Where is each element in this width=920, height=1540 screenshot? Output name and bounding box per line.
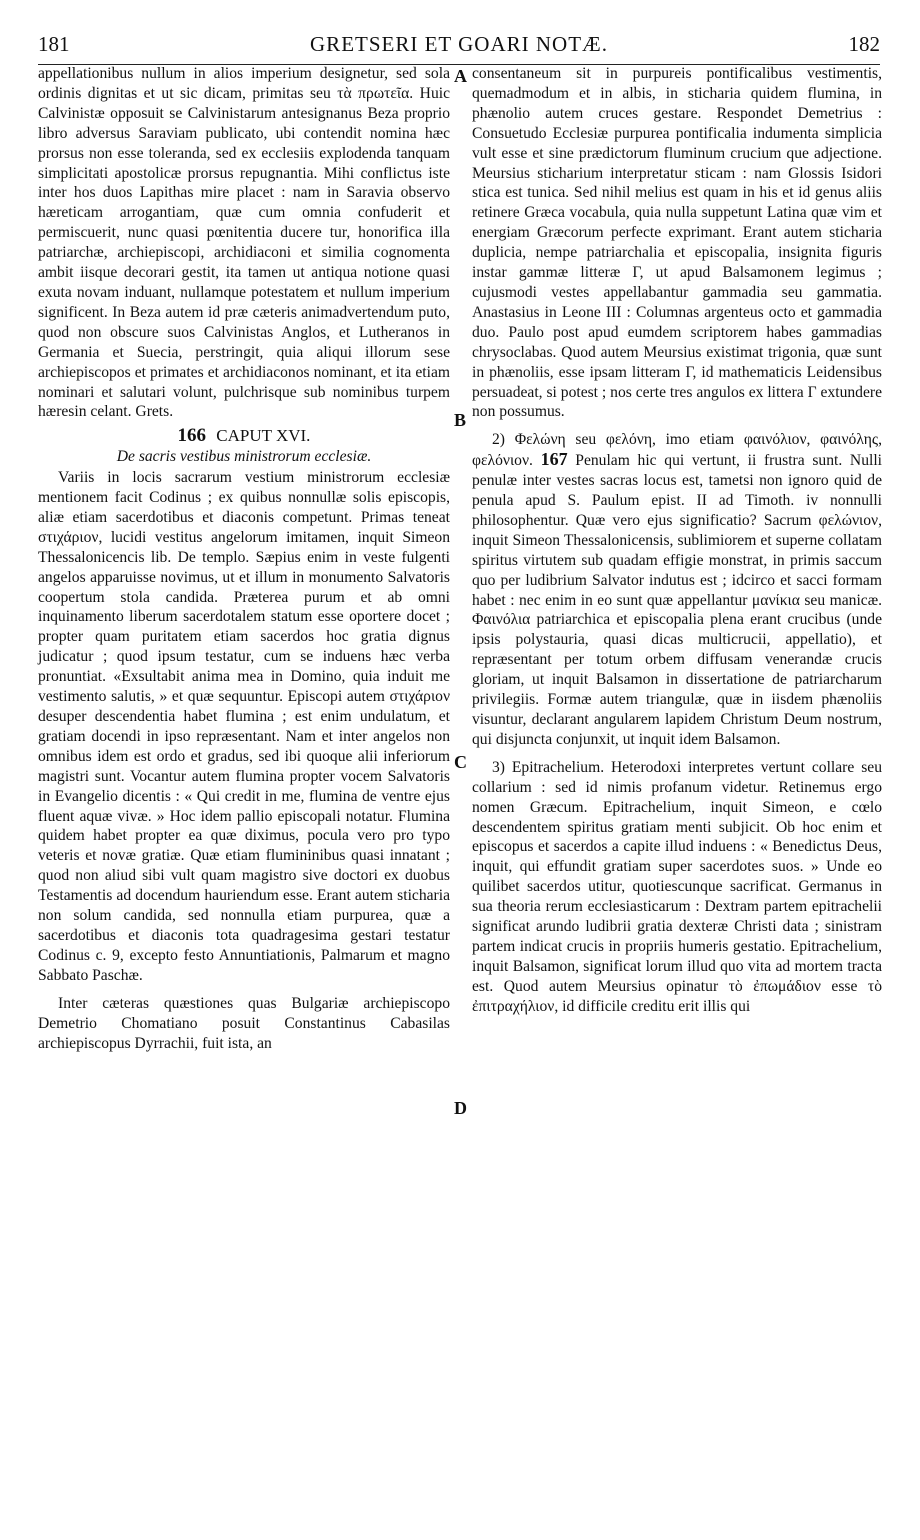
right-page-number: 182 <box>848 32 880 56</box>
margin-marker-c: C <box>454 752 467 772</box>
page-header <box>38 30 880 65</box>
margin-marker-d: D <box>454 1098 467 1118</box>
right-paragraph-3: 3) Epitrachelium. Heterodoxi interpretes vertunt collare seu collarium : sed id nimis profanum videtur. Retinemus ergo nomen Græcum. Epitrachelium, inquit Simeon, e cœlo descendentem spiritus gratiam menti subjicit. Ob hoc enim et episcopus et sacerdos a capite illud induens : « Benedictus Deus, inquit, qui effundit gratiam super sacerdotes suos. » Unde eo quilibet sacerdos utitur, quotiescunque sacrificat. Germanus in sua theoria rerum ecclesiasticarum : Dextram partem epitrachelii significat arundo ludibrii gratia dexteræ Christi data ; sinistram partem indicat crucis in propriis humeris gestatio. Epitrachelium, inquit Balsamon, significat lorum illud quo vita ad mortem tracta est. Quod autem Meursius opinatur τὸ ἐπωμάδιον esse τὸ ἐπιτραχήλιον, id difficile creditu erit illis qui <box>472 758 882 1015</box>
left-page-number: 181 <box>38 32 70 56</box>
chapter-heading <box>38 426 450 446</box>
note-2-lemma: 2) Φελώνη seu φελόνη, imo etiam φαινόλιον, φαινόλης, φελόνιον. <box>472 431 882 470</box>
chapter-title: CAPUT XVI. <box>216 426 311 446</box>
left-column <box>38 64 450 1053</box>
right-column <box>472 64 882 1017</box>
column-number-167: 167 <box>540 449 568 470</box>
note-2-text: Penulam hic qui vertunt, ii frustra sunt. Nulli penulæ inter vestes sacras locus est, tametsi non ignoro quid de penula apud S. Paulum epist. II ad Timoth. iv nonnulli philosophentur. Quæ vero ejus significatio? Sacrum φελώνιον, inquit Simeon Thessalonicensis, sublimiorem et superne collatam spiritus virtutem sub quadam effigie monstrat, in primis saccum quo per ludibrium Salvator indutus est ; idcirco et sacci formam habet : nec enim in eo sunt quæ appellantur μανίκια seu manicæ. Φαινόλια patriarchica et episcopalia plena erant crucibus (unde ipsis polystauria, quasi dicas multicrucii, appellatio), et repræsentant per totum orbem diffusam venerandæ crucis gloriam, ut inquit Balsamon in dissertatione de patriarcharum privilegiis. Formæ autem triangulæ, quæ in iisdem phænoliis visuntur, declarant angularem lapidem Christum Deum nostrum, qui disjuncta conjunxit, ut inquit idem Balsamon. <box>472 452 882 748</box>
left-paragraph-2: Variis in locis sacrarum vestium ministrorum ecclesiæ mentionem facit Codinus ; ex quibus nonnullæ solis episcopis, aliæ etiam sacerdotibus et diaconis competunt. Primas teneat στιχάριον, lucidi vestitus angelorum imitamen, inquit Simeon Thessalonicencis lib. De templo. Sæpius enim in veste fulgenti angelos apparuisse novimus, ut et illum in monumento Salvatoris coopertum stola candida. Præterea purum et ab omni inquinamento liberum sacerdotalem statum esse oportere docet ; propter quam puritatem etiam sacerdos hoc gratia dignus judicatur ; quod ipsum testatur, cum se induens hæc verba pronuntiat. «Exsultabit anima mea in Domino, quia induit me vestimento salutis, » et quæ sequuntur. Episcopi autem στιχάριον desuper descendentia habet flumina ; est enim undulatum, et gratiam docendi in ipso repræsentant. Nam et inter angelos non omnibus idem est ordo et gradus, sed ibi quoque alii inferiorum magistri sunt. Vocantur autem flumina propter vocem Salvatoris in Evangelio dicentis : « Qui credit in me, flumina de ventre ejus fluent aquæ vivæ. » Hoc idem pallio episcopali notatur. Flumina quidem habet propter ea quæ diximus, pocula vero pro typo veteris et novæ gratiæ. Quæ etiam flumininibus quasi innatant ; quod non aliud sibi vult quam magistro sive doctori ex duobus Testamentis ad docendum hauriendum esse. Erant autem sticharia non solum candida, sed nonnulla etiam purpurea, quæ a sacerdotibus et diaconis tota quadragesima gestari testatur Codinus c. 9, excepto festo Annuntiationis, Palmarum et magno Sabbato Paschæ. <box>38 469 450 984</box>
column-number-166: 166 <box>177 425 207 447</box>
chapter-subtitle: De sacris vestibus ministrorum ecclesiæ. <box>116 448 372 466</box>
margin-marker-b: B <box>454 410 467 430</box>
right-paragraph-1: consentaneum sit in purpureis pontificalibus vestimentis, quemadmodum et in albis, in sticharia quidem flumina, in phænolio autem cruces gestare. Respondet Demetrius : Consuetudo Ecclesiæ purpurea pontificalia indumenta simplicia vult esse et sine prædictorum fluminum crucium que adjectione. Meursius sticharium interpretatur sticam : nam Glossis Isidori stica est tunica. Sed nihil melius est quam in his et id genus aliis retinere Græca vocabula, quia nulla suppetunt Latina quæ vim et energiam Græcorum perfecte exprimant. Erant autem sticharia duplicia, nempe patriarchalia et episcopalia, insignita figuris instar gammæ litteræ Γ, ut apud Balsamonem legimus ; cujusmodi vestes appellabantur gammadia seu gammatia. Anastasius in Leone III : Columnas argenteus octo et gammadia duo. Paulo post apud eumdem scriptorem habes gammadias chrysoclabas. Quod autem Meursius existimat trigonia, quæ sunt in phænoliis, esse ipsam litteram Γ, id mathematicis Leidensibus persuadeat, si potest ; nos certe tres angulos ex littera Γ extundere non possumus. <box>472 65 882 421</box>
left-paragraph-1: appellationibus nullum in alios imperium designetur, sed sola ordinis dignitas et ut sic dicam, primitas seu τὰ πρωτεῖα. Huic Calvinistæ opposuit se Calvinistarum antesignanus Beza proprio libro adversus Saraviam publicato, ubi contendit nomina hæc prorsus non esse toleranda, sed ex ecclesiis explodenda tanquam simplicitati apostolicæ prorsus repugnantia. Mihi conflictus iste inter hos duos Lapithas mire placet : nam in Saravia observo hæreticam arrogantiam, quæ cum omnia confuderit et permiscuerit, nunc quasi pœnitentia ducere tur, honorifica illa patriarchæ, archiepiscopi, archidiaconi et similia cognomenta ambit iisque decorari gestit, ita tamen ut antiqua notione quasi exuta novam induant, nullamque potestatem et nullum imperium significent. In Beza autem id præ cæteris animadvertendum puto, quod non obscure suos Calvinistas Anglos, et Lutheranos in Germania et Suecia, perstringit, quia aliqui illorum sese archiepiscopos et primates et archidiaconos nominant, et ita etiam nominari et salutari volunt, pulchrisque sub nominibus turpem hæresin celant. Grets. <box>38 65 450 421</box>
margin-marker-a: A <box>454 66 467 86</box>
left-paragraph-3: Inter cæteras quæstiones quas Bulgariæ archiepiscopo Demetrio Chomatiano posuit Constantinus Cabasilas archiepiscopus Dyrrachii, fuit ista, an <box>38 994 450 1052</box>
running-title: GRETSERI ET GOARI NOTÆ. <box>310 32 608 56</box>
right-paragraph-2 <box>472 430 882 750</box>
